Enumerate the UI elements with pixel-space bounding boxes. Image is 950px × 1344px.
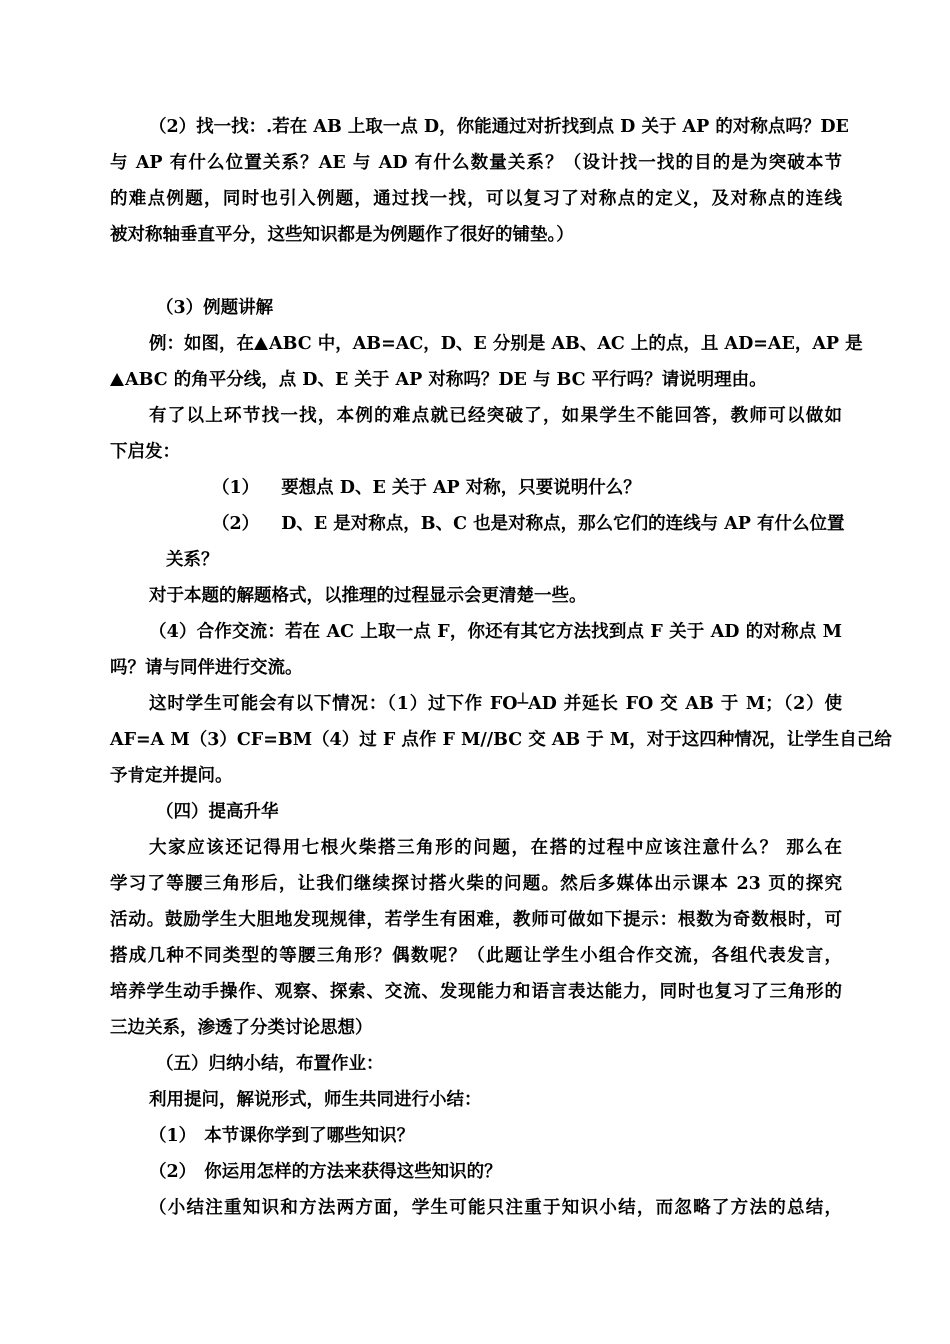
question-number: （1） [149, 1126, 197, 1146]
example-line [110, 362, 842, 398]
section-heading: （五）归纳小结，布置作业： [156, 1054, 384, 1074]
paragraph-line: 三边关系，渗透了分类讨论思想） [110, 1018, 373, 1038]
paragraph-line: 利用提问，解说形式，师生共同进行小结： [149, 1090, 482, 1110]
question-number: （2） [149, 1162, 197, 1182]
paragraph-line: 大家应该还记得用七根火柴搭三角形的问题，在搭的过程中应该注意什么？ 那么在 [149, 838, 842, 858]
paragraph-line: （2）找一找：.若在 AB 上取一点 D，你能通过对折找到点 D 关于 AP 的对称点吗？DE [149, 117, 849, 137]
triangle-symbol-icon [254, 337, 268, 350]
paragraph-line: （4）合作交流：若在 AC 上取一点 F，你还有其它方法找到点 F 关于 AD 的对称点 M [149, 622, 842, 642]
example-line [149, 326, 863, 362]
paragraph-line: 搭成几种不同类型的等腰三角形？偶数呢？（此题让学生小组合作交流，各组代表发言， [110, 946, 842, 966]
triangle-symbol-icon [110, 373, 124, 386]
hint-text: 要想点 D、E 关于 AP 对称，只要说明什么？ [281, 478, 641, 498]
example-text: ABC 中，AB=AC，D、E 分别是 AB、AC 上的点，且 AD=AE，AP 是 [269, 334, 863, 354]
example-text: 例：如图，在 [149, 334, 254, 354]
hint-text: D、E 是对称点，B、C 也是对称点，那么它们的连线与 AP 有什么位置 [281, 514, 845, 534]
paragraph-line: 活动。鼓励学生大胆地发现规律，若学生有困难，教师可做如下提示：根数为奇数根时，可 [110, 910, 842, 930]
paragraph-line: 对于本题的解题格式，以推理的过程显示会更清楚一些。 [149, 586, 587, 606]
paragraph-line: 培养学生动手操作、观察、探索、交流、发现能力和语言表达能力，同时也复习了三角形的 [110, 982, 842, 1002]
hint-number: （2） [212, 514, 260, 534]
paragraph-line: 的难点例题，同时也引入例题，通过找一找，可以复习了对称点的定义，及对称点的连线 [110, 189, 842, 209]
hint-item [212, 470, 842, 506]
hint-continuation: 关系？ [166, 550, 219, 570]
section-heading: （四）提高升华 [156, 802, 279, 822]
summary-question [149, 1118, 881, 1154]
paragraph-line: 吗？请与同伴进行交流。 [110, 658, 303, 678]
paragraph-line: 被对称轴垂直平分，这些知识都是为例题作了很好的铺垫。） [110, 225, 574, 245]
paragraph-line: （小结注重知识和方法两方面，学生可能只注重于知识小结，而忽略了方法的总结， [149, 1198, 842, 1218]
summary-question [149, 1154, 881, 1190]
paragraph-line: 予肯定并提问。 [110, 766, 233, 786]
paragraph-line: 这时学生可能会有以下情况：（1）过下作 FO┴AD 并延长 FO 交 AB 于 M；（2）使 [149, 694, 842, 714]
question-text: 你运用怎样的方法来获得这些知识的？ [204, 1162, 502, 1182]
paragraph-line: 下启发： [110, 442, 180, 462]
hint-item [212, 506, 845, 542]
section-heading: （3）例题讲解 [156, 298, 274, 318]
question-text: 本节课你学到了哪些知识？ [204, 1126, 415, 1146]
example-text: ABC 的角平分线，点 D、E 关于 AP 对称吗？DE 与 BC 平行吗？请说明理由。 [125, 370, 767, 390]
hint-number: （1） [212, 478, 260, 498]
paragraph-line: 与 AP 有什么位置关系？AE 与 AD 有什么数量关系？（设计找一找的目的是为突破本节 [110, 153, 842, 173]
paragraph-line: 有了以上环节找一找，本例的难点就已经突破了，如果学生不能回答，教师可以做如 [149, 406, 842, 426]
paragraph-line: AF=A M（3）CF=BM（4）过 F 点作 F M//BC 交 AB 于 M，对于这四种情况，让学生自己给 [110, 730, 892, 750]
paragraph-line: 学习了等腰三角形后，让我们继续探讨搭火柴的问题。然后多媒体出示课本 23 页的探究 [110, 874, 842, 894]
